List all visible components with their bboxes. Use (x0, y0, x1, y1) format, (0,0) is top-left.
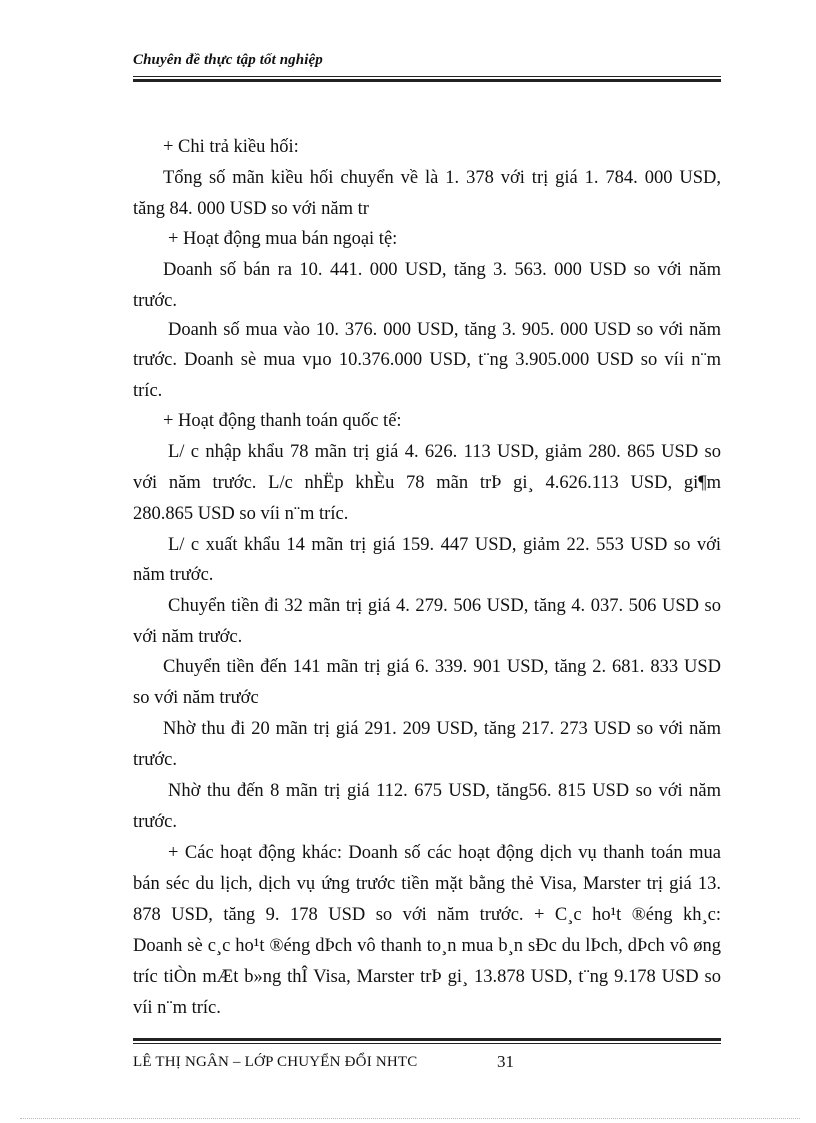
body-line: + Các hoạt động khác: Doanh số các hoạt động dịch vụ thanh toán mua (168, 843, 721, 863)
body-line: với năm trước. (133, 627, 243, 647)
body-line: so với năm trước (133, 688, 259, 708)
body-line: + Hoạt động thanh toán quốc tế: (163, 411, 402, 431)
running-header-title: Chuyên đề thực tập tốt nghiệp (133, 52, 323, 68)
body-line: trước. (133, 812, 177, 832)
body-line: với năm trước. L/c nhËp khÈu 78 mãn trÞ gi¸ 4.626.113 USD, gi¶m (133, 473, 721, 493)
body-line: víi n¨m tríc. (133, 998, 221, 1018)
page-edge-dots (20, 1118, 800, 1119)
body-line: trước. (133, 750, 177, 770)
body-line: Doanh số bán ra 10. 441. 000 USD, tăng 3. 563. 000 USD so với năm (163, 260, 721, 280)
body-line: Nhờ thu đến 8 mãn trị giá 112. 675 USD, tăng56. 815 USD so với năm (168, 781, 721, 801)
body-line: trước. (133, 291, 177, 311)
body-line: 878 USD, tăng 9. 178 USD so với năm trước. + C¸c ho¹t ®éng kh¸c: (133, 905, 721, 925)
body-line: tríc. (133, 381, 163, 401)
footer-rule-thick (133, 1038, 721, 1041)
footer-rule-thin (133, 1043, 721, 1044)
body-line: + Chi trả kiều hối: (163, 137, 299, 157)
footer-author: LÊ THỊ NGÂN – LỚP CHUYỂN ĐỔI NHTC (133, 1054, 418, 1070)
body-line: năm trước. (133, 565, 214, 585)
body-line: trước. Doanh sè mua vµo 10.376.000 USD, t¨ng 3.905.000 USD so víi n¨m (133, 350, 721, 370)
body-line: bán séc du lịch, dịch vụ ứng trước tiền mặt bằng thẻ Visa, Marster trị giá 13. (133, 874, 721, 894)
body-line: Tổng số mãn kiều hối chuyển về là 1. 378 với trị giá 1. 784. 000 USD, (163, 168, 721, 188)
body-line: Nhờ thu đi 20 mãn trị giá 291. 209 USD, tăng 217. 273 USD so với năm (163, 719, 721, 739)
page-number: 31 (497, 1052, 514, 1071)
body-line: L/ c xuất khẩu 14 mãn trị giá 159. 447 USD, giảm 22. 553 USD so với (168, 535, 721, 555)
body-line: tríc tiÒn mÆt b»ng thÎ Visa, Marster trÞ gi¸ 13.878 USD, t¨ng 9.178 USD so (133, 967, 721, 987)
body-line: L/ c nhập khẩu 78 mãn trị giá 4. 626. 113 USD, giảm 280. 865 USD so (168, 442, 721, 462)
header-rule-thick (133, 79, 721, 82)
body-line: Chuyển tiền đi 32 mãn trị giá 4. 279. 506 USD, tăng 4. 037. 506 USD so (168, 596, 721, 616)
header-rule-thin (133, 76, 721, 77)
body-line: Doanh sè c¸c ho¹t ®éng dÞch vô thanh to¸n mua b¸n sÐc du lÞch, dÞch vô øng (133, 936, 721, 956)
body-line: Chuyển tiền đến 141 mãn trị giá 6. 339. 901 USD, tăng 2. 681. 833 USD (163, 657, 721, 677)
body-line: tăng 84. 000 USD so với năm tr (133, 199, 369, 219)
body-line: + Hoạt động mua bán ngoại tệ: (168, 229, 398, 249)
body-line: 280.865 USD so víi n¨m tríc. (133, 504, 349, 524)
body-line: Doanh số mua vào 10. 376. 000 USD, tăng 3. 905. 000 USD so với năm (168, 320, 721, 340)
